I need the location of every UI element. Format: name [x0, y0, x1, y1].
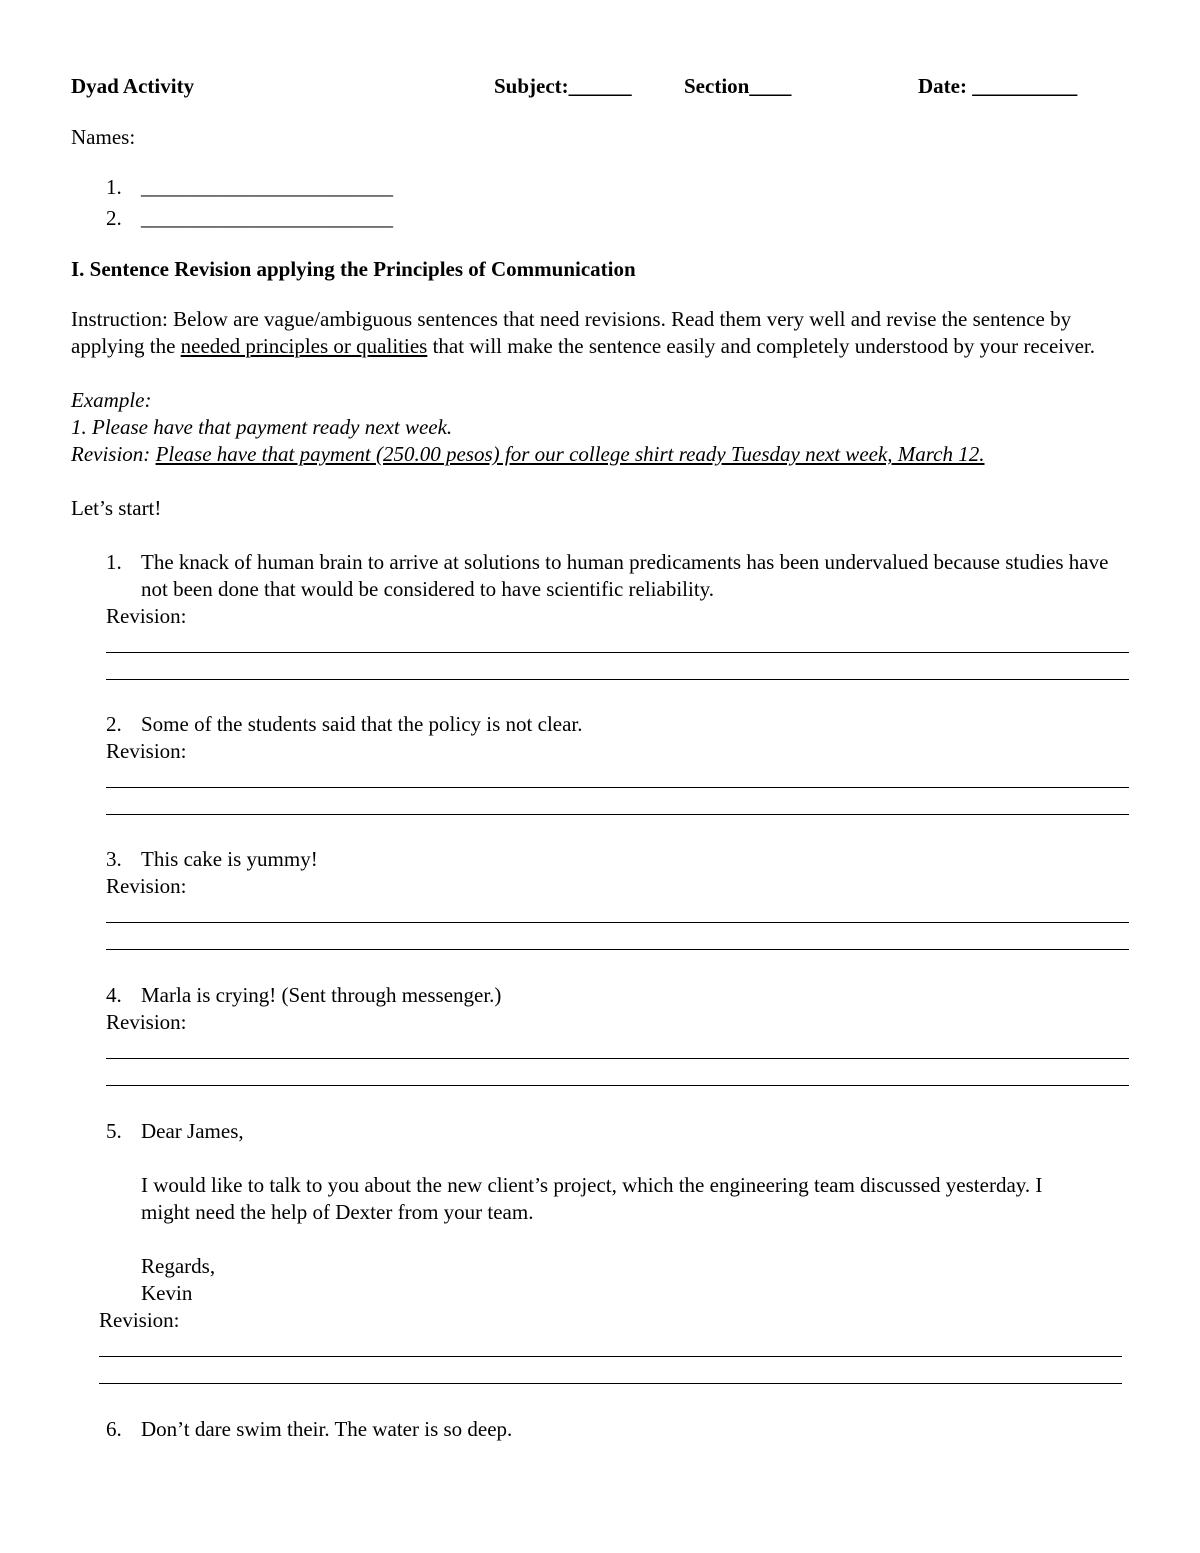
- answer-line[interactable]: [99, 1383, 1122, 1384]
- item-number-3: 3.: [106, 847, 122, 871]
- item-number-2: 2.: [106, 712, 122, 736]
- letter-greeting: Dear James,: [141, 1119, 244, 1143]
- revision-label-4: Revision:: [106, 1010, 187, 1034]
- item-sentence-6: Don’t dare swim their. The water is so deep.: [141, 1417, 513, 1441]
- letter-closing: Regards,: [141, 1254, 216, 1278]
- names-label: Names:: [71, 125, 136, 149]
- item-number-5: 5.: [106, 1119, 122, 1143]
- instruction-underlined: needed principles or qualities: [180, 334, 428, 358]
- item-sentence-3: This cake is yummy!: [141, 847, 318, 871]
- answer-line[interactable]: [106, 787, 1129, 788]
- instruction-paragraph: [71, 306, 1111, 360]
- instruction-text-end: that will make the sentence easily and completely understood by your receiver.: [427, 334, 1096, 358]
- answer-line[interactable]: [106, 1085, 1129, 1086]
- example-label: Example:: [71, 388, 152, 412]
- item-number-1: 1.: [106, 550, 122, 574]
- item-sentence-2: Some of the students said that the policy is not clear.: [141, 712, 583, 736]
- section-heading: I. Sentence Revision applying the Principles of Communication: [71, 257, 636, 281]
- answer-line[interactable]: [106, 814, 1129, 815]
- answer-line[interactable]: [99, 1356, 1122, 1357]
- revision-label-2: Revision:: [106, 739, 187, 763]
- instruction-text-start: Instruction: Below are vague/ambiguous sentences that need revisions. Read them very well and revise the sentence by applying the: [71, 307, 1072, 358]
- lets-start: Let’s start!: [71, 496, 162, 520]
- revision-label-5: Revision:: [99, 1308, 180, 1332]
- item-sentence-1: The knack of human brain to arrive at solutions to human predicaments has been undervalued because studies have not been done that would be considered to have scientific reliability.: [141, 550, 1109, 601]
- answer-line[interactable]: [106, 949, 1129, 950]
- name-number-2: 2.: [106, 206, 122, 230]
- answer-line[interactable]: [106, 679, 1129, 680]
- item-number-4: 4.: [106, 983, 122, 1007]
- revision-label-1: Revision:: [106, 604, 187, 628]
- name-blank-2: ________________________: [141, 206, 393, 230]
- example-revision-text: Please have that payment (250.00 pesos) for our college shirt ready Tuesday next week, March 12.: [155, 442, 985, 466]
- answer-line[interactable]: [106, 922, 1129, 923]
- example-sentence: 1. Please have that payment ready next week.: [71, 415, 453, 439]
- name-blank-1: ________________________: [141, 175, 393, 199]
- activity-title: Dyad Activity: [71, 74, 195, 98]
- letter-body: I would like to talk to you about the new client’s project, which the engineering team discussed yesterday. I might need the help of Dexter from your team.: [141, 1173, 1043, 1224]
- subject-field: Subject:______: [494, 74, 632, 98]
- name-number-1: 1.: [106, 175, 122, 199]
- item-number-6: 6.: [106, 1417, 122, 1441]
- date-field: Date: __________: [918, 74, 1078, 98]
- example-revision: [71, 441, 985, 468]
- answer-line[interactable]: [106, 1058, 1129, 1059]
- item-sentence-4: Marla is crying! (Sent through messenger.): [141, 983, 502, 1007]
- revision-label-3: Revision:: [106, 874, 187, 898]
- section-field: Section____: [684, 74, 792, 98]
- answer-line[interactable]: [106, 652, 1129, 653]
- letter-signature: Kevin: [141, 1281, 193, 1305]
- example-revision-label: Revision:: [71, 442, 156, 466]
